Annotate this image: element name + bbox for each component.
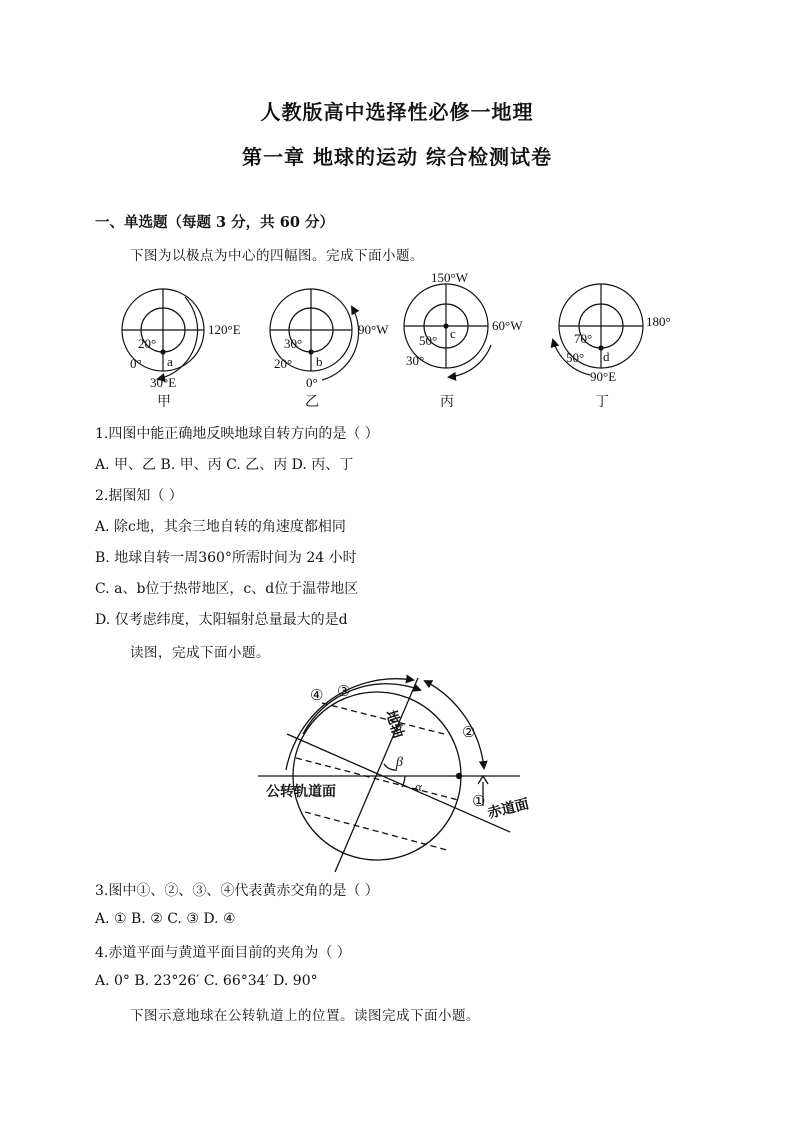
lon-label: 0° — [306, 375, 318, 390]
orbit-plane-label: 公转轨道面 — [266, 785, 336, 800]
question-2-option-b: B. 地球自转一周360°所需时间为 24 小时 — [95, 550, 357, 566]
question-2-option-c: C. a、b位于热带地区，c、d位于温带地区 — [95, 581, 359, 597]
lon-label: 90°E — [590, 369, 617, 384]
lat-label: 0° — [130, 356, 142, 371]
lon-label: 60°W — [492, 318, 523, 333]
question-3-options: A. ① B. ② C. ③ D. ④ — [95, 911, 236, 927]
lat-label: 20° — [138, 336, 157, 351]
lon-label: 150°W — [431, 270, 468, 285]
point-label: d — [603, 349, 610, 364]
intro-text-3: 下图示意地球在公转轨道上的位置。读图完成下面小题。 — [130, 1008, 480, 1024]
section-heading: 一、单选题（每题 3 分，共 60 分） — [95, 214, 334, 231]
page-title: 人教版高中选择性必修一地理 — [260, 100, 534, 124]
question-2-option-d: D. 仅考虑纬度，太阳辐射总量最大的是d — [95, 612, 348, 628]
diagram-name: 乙 — [305, 395, 319, 410]
tangent-point — [456, 773, 462, 779]
equator-plane-label: 赤道面 — [486, 797, 531, 822]
diagram-name: 甲 — [157, 395, 171, 410]
alpha-label: α — [415, 779, 422, 794]
lon-label: 90°W — [358, 322, 389, 337]
earth-axis-line — [335, 678, 418, 872]
marker-3: ③ — [337, 684, 351, 700]
lon-label: 120°E — [208, 322, 241, 337]
lat-label: 20° — [274, 356, 293, 371]
beta-label: β — [396, 755, 403, 770]
marker-1: ① — [472, 794, 486, 810]
lat-label: 30° — [406, 353, 425, 368]
point-label: c — [450, 326, 456, 341]
lat-label: 30° — [284, 336, 303, 351]
point-marker — [443, 323, 448, 328]
intro-text-2: 读图，完成下面小题。 — [130, 645, 270, 661]
page-subtitle: 第一章 地球的运动 综合检测试卷 — [242, 145, 552, 169]
intro-text-1: 下图为以极点为中心的四幅图。完成下面小题。 — [130, 248, 424, 264]
lon-label: 180° — [646, 314, 671, 329]
question-3-stem: 3.图中①、②、③、④代表黄赤交角的是（ ） — [95, 883, 379, 899]
diagram-name: 丁 — [595, 395, 609, 410]
obliquity-figure — [0, 665, 794, 875]
question-1-stem: 1.四图中能正确地反映地球自转方向的是（ ） — [95, 426, 379, 442]
point-label: b — [316, 354, 323, 369]
point-marker — [308, 349, 313, 354]
rotation-arrow — [158, 297, 198, 379]
polar-diagrams-figure — [0, 265, 794, 415]
diagram-name: 丙 — [440, 395, 454, 410]
lat-label: 70° — [574, 331, 593, 346]
question-4-options: A. 0° B. 23°26′ C. 66°34′ D. 90° — [95, 973, 318, 989]
equator-plane-line — [287, 734, 510, 832]
question-2-stem: 2.据图知（ ） — [95, 488, 183, 504]
marker-2: ② — [462, 725, 476, 741]
question-1-options: A. 甲、乙 B. 甲、丙 C. 乙、丙 D. 丙、丁 — [95, 457, 354, 473]
point-label: a — [167, 354, 173, 369]
marker-4: ④ — [310, 688, 324, 704]
question-2-option-a: A. 除c地，其余三地自转的角速度都相同 — [95, 519, 346, 535]
axis-label: 地轴 — [382, 708, 406, 740]
lat-label: 50° — [419, 333, 438, 348]
lat-label: 50° — [566, 350, 585, 365]
rotation-arrow — [322, 307, 359, 380]
point-marker — [160, 349, 165, 354]
lon-label: 30°E — [150, 375, 177, 390]
question-4-stem: 4.赤道平面与黄道平面目前的夹角为（ ） — [95, 945, 351, 961]
